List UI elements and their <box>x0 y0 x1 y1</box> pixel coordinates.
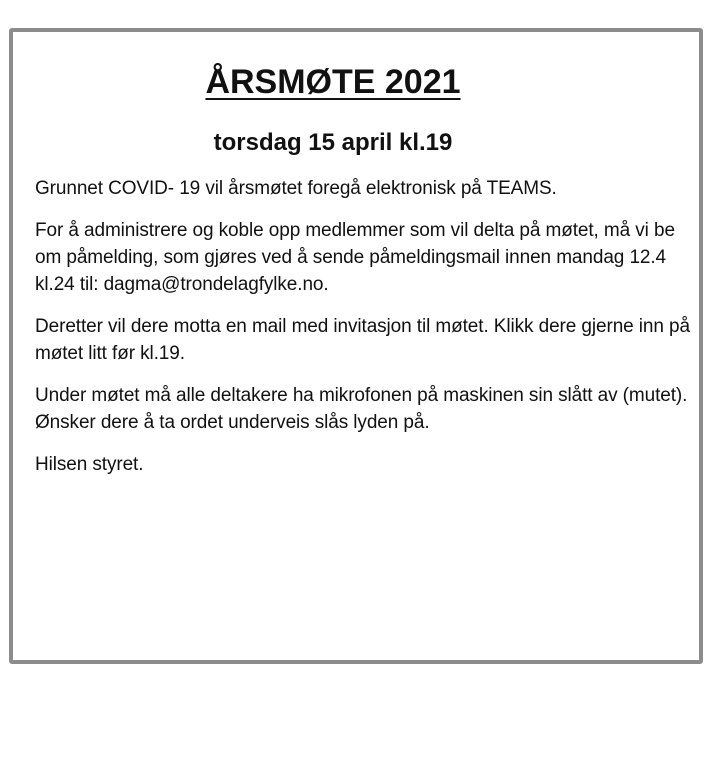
paragraph-invitation: Deretter vil dere motta en mail med invitasjon til møtet. Klikk dere gjerne inn på møtet litt før kl.19. <box>35 316 690 364</box>
notice-body <box>35 175 700 493</box>
paragraph-microphone: Under møtet må alle deltakere ha mikrofonen på maskinen sin slått av (mutet). Ønsker dere å ta ordet underveis slås lyden på. <box>35 385 688 433</box>
paragraph-registration: For å administrere og koble opp medlemmer som vil delta på møtet, må vi be om påmelding, som gjøres ved å sende påmeldingsmail innen mandag 12.4 kl.24 til: dagma@trondelagfylke.no. <box>35 220 675 295</box>
page-title: ÅRSMØTE 2021 <box>205 63 461 101</box>
meeting-date: torsdag 15 april kl.19 <box>213 129 453 156</box>
paragraph-signoff: Hilsen styret. <box>35 454 144 475</box>
paragraph-covid-info: Grunnet COVID- 19 vil årsmøtet foregå elektronisk på TEAMS. <box>35 178 557 199</box>
